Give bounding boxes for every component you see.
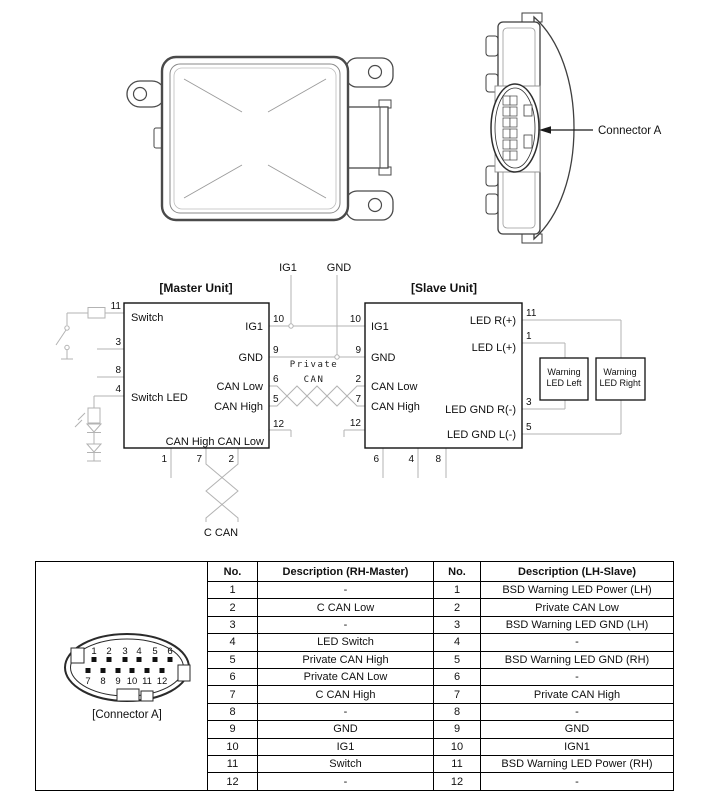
- master-can-low-label: CAN Low: [216, 381, 263, 393]
- table-cell: C CAN Low: [258, 599, 434, 616]
- col-header-desc-master: Description (RH-Master): [258, 562, 434, 582]
- master-pin-9: 9: [273, 345, 279, 356]
- table-cell: Private CAN High: [481, 686, 674, 703]
- table-cell: Private CAN High: [258, 651, 434, 668]
- table-cell: 8: [434, 703, 481, 720]
- table-cell: GND: [481, 721, 674, 738]
- master-pin-5: 5: [273, 394, 279, 405]
- slave-pin-9: 9: [355, 345, 361, 356]
- conn-pin-8: 8: [99, 676, 106, 687]
- master-pin-b1: 1: [161, 454, 167, 465]
- table-cell: -: [258, 773, 434, 791]
- table-cell: 11: [208, 756, 258, 773]
- table-cell: BSD Warning LED GND (LH): [481, 616, 674, 633]
- table-cell: IGN1: [481, 738, 674, 755]
- master-pin-10: 10: [273, 314, 285, 325]
- slave-led-r-label: LED R(+): [469, 315, 516, 327]
- table-cell: -: [481, 703, 674, 720]
- table-cell: GND: [258, 721, 434, 738]
- table-cell: 9: [434, 721, 481, 738]
- slave-pin-7: 7: [355, 394, 361, 405]
- master-switch-led-label: Switch LED: [131, 392, 188, 404]
- conn-pin-12: 12: [156, 676, 167, 687]
- table-cell: BSD Warning LED Power (RH): [481, 756, 674, 773]
- slave-pin-1: 1: [526, 331, 532, 342]
- slave-can-low-label: CAN Low: [371, 381, 418, 393]
- conn-pin-3: 3: [121, 646, 128, 657]
- table-cell: 6: [434, 669, 481, 686]
- master-pin-8: 8: [115, 365, 121, 376]
- col-header-no-slave: No.: [434, 562, 481, 582]
- table-cell: BSD Warning LED GND (RH): [481, 651, 674, 668]
- connector-a-callout-label: Connector A: [598, 125, 662, 137]
- private-can-label-2: CAN: [303, 375, 325, 385]
- table-cell: 12: [208, 773, 258, 791]
- connector-a-cell: [36, 562, 208, 791]
- table-cell: 7: [208, 686, 258, 703]
- wiring-schematic: [0, 250, 703, 550]
- figure-modules: [0, 0, 703, 250]
- table-cell: 10: [434, 738, 481, 755]
- table-cell: 4: [208, 634, 258, 651]
- slave-gnd-label: GND: [371, 352, 396, 364]
- private-can-label-1: Private: [289, 360, 339, 370]
- table-cell: -: [258, 582, 434, 599]
- table-cell: Switch: [258, 756, 434, 773]
- slave-led-gnd-l-label: LED GND L(-): [446, 429, 516, 441]
- master-can-high-label: CAN High: [214, 401, 263, 413]
- slave-pin-12: 12: [349, 418, 361, 429]
- table-cell: BSD Warning LED Power (LH): [481, 582, 674, 599]
- master-switch-label: Switch: [131, 312, 164, 324]
- master-bottom-can-label: CAN High CAN Low: [165, 436, 264, 448]
- slave-pin-b6: 6: [373, 454, 379, 465]
- table-cell: 7: [434, 686, 481, 703]
- conn-pin-9: 9: [114, 676, 121, 687]
- warning-led-left-line2: LED Left: [546, 378, 582, 388]
- conn-pin-1: 1: [90, 646, 97, 657]
- table-cell: 5: [208, 651, 258, 668]
- slave-pin-b4: 4: [408, 454, 414, 465]
- table-cell: 5: [434, 651, 481, 668]
- slave-led-gnd-r-label: LED GND R(-): [445, 404, 516, 416]
- pin-table-body: [36, 562, 674, 791]
- slave-can-high-label: CAN High: [371, 401, 420, 413]
- table-cell: 4: [434, 634, 481, 651]
- table-header-row: [36, 562, 674, 582]
- conn-pin-6: 6: [166, 646, 173, 657]
- slave-pin-3: 3: [526, 397, 532, 408]
- master-pin-12: 12: [273, 419, 285, 430]
- gnd-feed-label: GND: [326, 262, 352, 274]
- master-pin-b7: 7: [196, 454, 202, 465]
- master-pin-3: 3: [115, 337, 121, 348]
- warning-led-right-line1: Warning: [603, 367, 637, 377]
- master-ig1-label: IG1: [245, 321, 263, 333]
- slave-pin-5: 5: [526, 422, 532, 433]
- conn-pin-5: 5: [151, 646, 158, 657]
- table-cell: 11: [434, 756, 481, 773]
- table-cell: 8: [208, 703, 258, 720]
- conn-pin-11: 11: [141, 676, 152, 687]
- table-cell: C CAN High: [258, 686, 434, 703]
- connector-a-drawing: [37, 562, 207, 787]
- table-cell: -: [258, 703, 434, 720]
- table-cell: 3: [208, 616, 258, 633]
- table-cell: Private CAN Low: [258, 669, 434, 686]
- c-can-label: C CAN: [203, 527, 239, 539]
- slave-pin-b8: 8: [435, 454, 441, 465]
- conn-pin-4: 4: [135, 646, 142, 657]
- master-pin-6: 6: [273, 374, 279, 385]
- table-cell: 9: [208, 721, 258, 738]
- table-cell: 1: [434, 582, 481, 599]
- slave-led-l-label: LED L(+): [471, 342, 516, 354]
- table-cell: LED Switch: [258, 634, 434, 651]
- master-gnd-label: GND: [238, 352, 263, 364]
- table-cell: -: [481, 634, 674, 651]
- slave-pin-2: 2: [355, 374, 361, 385]
- table-cell: 12: [434, 773, 481, 791]
- master-unit-title: [Master Unit]: [159, 281, 233, 295]
- table-cell: 1: [208, 582, 258, 599]
- master-pin-11: 11: [110, 301, 121, 312]
- col-header-no-master: No.: [208, 562, 258, 582]
- table-cell: 2: [208, 599, 258, 616]
- conn-pin-10: 10: [126, 676, 137, 687]
- slave-unit-title: [Slave Unit]: [410, 281, 478, 295]
- col-header-desc-slave: Description (LH-Slave): [481, 562, 674, 582]
- slave-pin-10: 10: [349, 314, 361, 325]
- conn-pin-2: 2: [105, 646, 112, 657]
- slave-pin-11: 11: [526, 308, 537, 319]
- conn-pin-7: 7: [84, 676, 91, 687]
- table-cell: 10: [208, 738, 258, 755]
- warning-led-right-line2: LED Right: [599, 378, 641, 388]
- table-cell: -: [258, 616, 434, 633]
- pin-description-table: [35, 561, 674, 791]
- figure-module-front: [127, 57, 393, 220]
- master-pin-b2: 2: [228, 454, 234, 465]
- table-cell: -: [481, 669, 674, 686]
- ig1-feed-label: IG1: [279, 262, 297, 274]
- table-cell: 2: [434, 599, 481, 616]
- table-cell: Private CAN Low: [481, 599, 674, 616]
- table-cell: IG1: [258, 738, 434, 755]
- warning-led-left-line1: Warning: [547, 367, 581, 377]
- table-cell: 3: [434, 616, 481, 633]
- connector-a-caption: [Connector A]: [91, 709, 162, 721]
- slave-ig1-label: IG1: [371, 321, 389, 333]
- table-cell: 6: [208, 669, 258, 686]
- figure-module-side: [486, 13, 574, 243]
- master-pin-4: 4: [115, 384, 121, 395]
- table-cell: -: [481, 773, 674, 791]
